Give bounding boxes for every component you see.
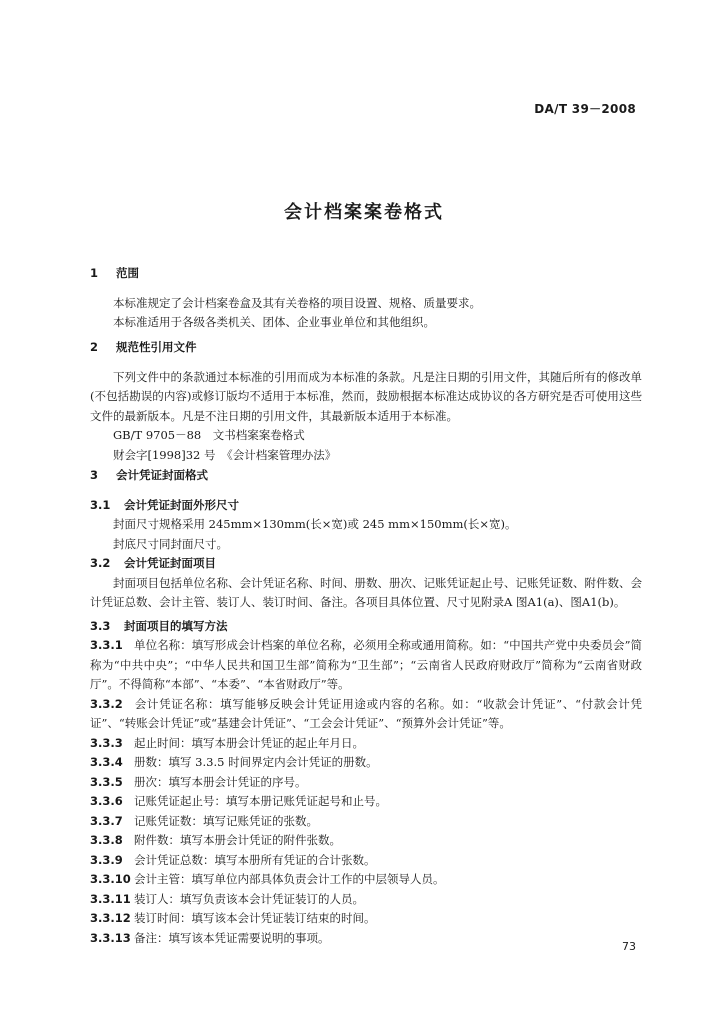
clause-text: 记账凭证数：填写记账凭证的张数。 — [134, 813, 318, 828]
clause-item — [90, 695, 642, 734]
subsection-number: 3.2 — [90, 556, 111, 570]
paragraph: 本标准规定了会计档案卷盒及其有关卷格的项目设置、规格、质量要求。 — [113, 295, 481, 310]
section-1-heading — [90, 264, 642, 284]
subsection-3-2-heading — [90, 554, 642, 574]
clause-text: 记账凭证起止号：填写本册记账凭证起号和止号。 — [134, 794, 387, 808]
clause-text: 会计凭证名称：填写能够反映会计凭证用途或内容的名称。如：“收款会计凭证”、“付款会计凭证”、“转账会计凭证”或“基建会计凭证”、“工会会计凭证”、“预算外会计凭证”等。 — [90, 696, 642, 730]
clause-item — [90, 812, 642, 832]
clause-text: 会计主管：填写单位内部具体负责会计工作的中层领导人员。 — [134, 872, 445, 886]
subsection-3-1-heading — [90, 496, 642, 516]
page-number: 73 — [622, 940, 636, 953]
subsection-title: 会计凭证封面项目 — [124, 556, 216, 570]
paragraph: 本标准适用于各级各类机关、团体、企业事业单位和其他组织。 — [113, 315, 435, 329]
section-title: 会计凭证封面格式 — [116, 468, 208, 482]
document-title: 会计档案案卷格式 — [284, 202, 444, 223]
clause-number: 3.3.9 — [90, 852, 123, 867]
paragraph: 封面尺寸规格采用 245mm×130mm(长×宽)或 245 mm×150mm(长×宽)。 — [113, 517, 517, 531]
clause-text: 装订时间：填写该本会计凭证装订结束的时间。 — [134, 911, 376, 925]
subsection-3-3-heading — [90, 617, 642, 637]
clause-number: 3.3.4 — [90, 755, 123, 769]
clause-item — [90, 792, 642, 812]
paragraph: 封底尺寸同封面尺寸。 — [113, 536, 228, 551]
section-2-heading — [90, 338, 642, 358]
clause-text: 册次：填写本册会计凭证的序号。 — [134, 774, 307, 789]
subsection-title: 会计凭证封面外形尺寸 — [124, 497, 239, 512]
reference-item: GB/T 9705－88 文书档案案卷格式 — [113, 428, 305, 442]
section-number: 3 — [90, 468, 99, 482]
paragraph: 封面项目包括单位名称、会计凭证名称、时间、册数、册次、记账凭证起止号、记账凭证数、附件数、会计凭证总数、会计主管、装订人、装订时间、备注。各项目具体位置、尺寸见附录A 图A1(a)、图A1(b)。 — [90, 575, 642, 609]
clause-number: 3.3.7 — [90, 813, 123, 828]
section-number: 2 — [90, 340, 99, 354]
clause-item — [90, 636, 642, 695]
clause-item — [90, 851, 642, 871]
paragraph: 下列文件中的条款通过本标准的引用而成为本标准的条款。凡是注日期的引用文件，其随后所有的修改单(不包括勘误的内容)或修订版均不适用于本标准，然而，鼓励根据本标准达成协议的各方研究是否可使用这些文件的最新版本。凡是不注日期的引用文件，其最新版本适用于本标准。 — [90, 369, 642, 423]
clause-text: 会计凭证总数：填写本册所有凭证的合计张数。 — [134, 852, 376, 867]
clause-text: 起止时间：填写本册会计凭证的起止年月日。 — [134, 735, 364, 750]
clause-number: 3.3.1 — [90, 638, 123, 652]
clause-number: 3.3.6 — [90, 794, 123, 808]
clause-number: 3.3.5 — [90, 774, 123, 789]
clause-number: 3.3.3 — [90, 735, 123, 750]
clause-text: 单位名称：填写形成会计档案的单位名称，必须用全称或通用简称。如：“中国共产党中央委员会”简称为“中共中央”；“中华人民共和国卫生部”简称为“卫生部”；“云南省人民政府财政厅”简称为“云南省财政厅”。不得简称“本部”、“本委”、“本省财政厅”等。 — [90, 638, 642, 691]
section-title: 范围 — [116, 266, 139, 280]
clause-item — [90, 753, 642, 773]
clause-number: 3.3.11 — [90, 891, 131, 906]
clause-text: 册数：填写 3.3.5 时间界定内会计凭证的册数。 — [134, 755, 378, 769]
clause-item — [90, 929, 642, 949]
clause-item — [90, 734, 642, 754]
section-3-heading — [90, 466, 642, 486]
clause-item — [90, 773, 642, 793]
clause-text: 备注：填写该本凭证需要说明的事项。 — [134, 930, 330, 945]
clause-number: 3.3.12 — [90, 911, 131, 925]
clause-text: 装订人：填写负责该本会计凭证装订的人员。 — [134, 891, 364, 906]
section-number: 1 — [90, 266, 99, 280]
clause-number: 3.3.13 — [90, 930, 131, 945]
subsection-title: 封面项目的填写方法 — [124, 618, 228, 633]
reference-item: 财会字[1998]32 号 《会计档案管理办法》 — [113, 447, 337, 462]
clause-item — [90, 870, 642, 890]
subsection-number: 3.1 — [90, 497, 111, 512]
clause-number: 3.3.10 — [90, 872, 131, 886]
clause-number: 3.3.8 — [90, 833, 123, 847]
clause-number: 3.3.2 — [90, 696, 123, 711]
section-3 — [90, 466, 642, 948]
clause-text: 附件数：填写本册会计凭证的附件张数。 — [134, 833, 341, 847]
clause-item — [90, 909, 642, 929]
standard-code: DA/T 39－2008 — [534, 102, 636, 116]
section-title: 规范性引用文件 — [116, 340, 197, 354]
subsection-number: 3.3 — [90, 618, 111, 633]
section-1 — [90, 264, 642, 333]
clause-item — [90, 890, 642, 910]
section-2 — [90, 338, 642, 465]
clause-item — [90, 831, 642, 851]
